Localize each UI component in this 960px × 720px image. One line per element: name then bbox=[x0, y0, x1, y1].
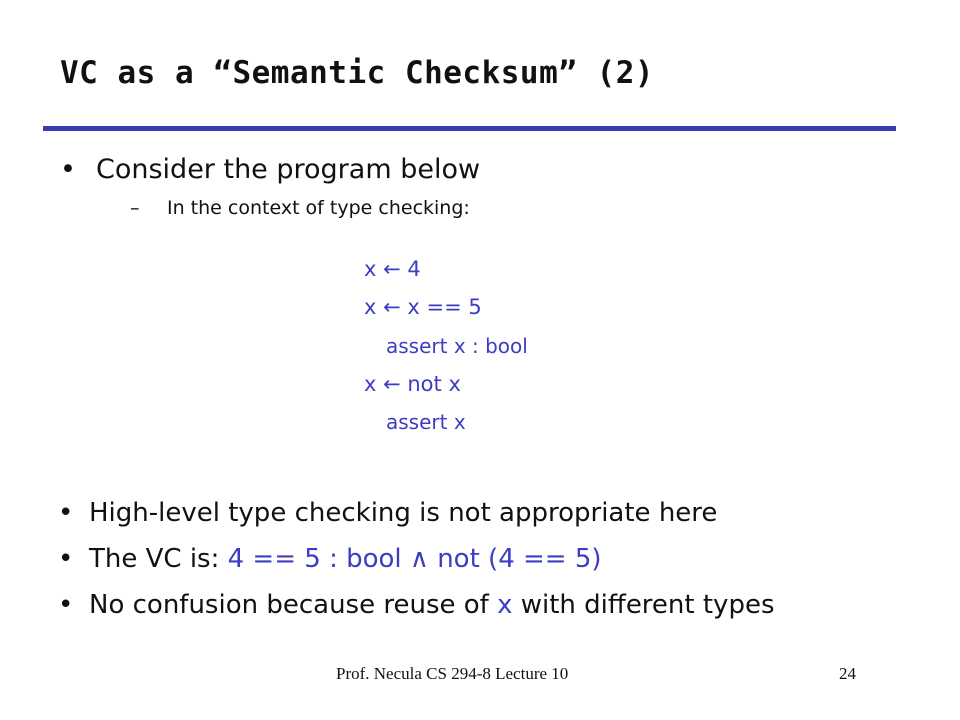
bullet-dot: • bbox=[60, 154, 76, 185]
code-line-5: assert x bbox=[386, 410, 466, 434]
bullet-dot: • bbox=[58, 590, 74, 620]
bullet-text: Consider the program below bbox=[96, 154, 481, 185]
code-line-4: x ← not x bbox=[364, 372, 461, 396]
vc-prefix: The VC is: bbox=[89, 544, 228, 574]
var-x: x bbox=[497, 590, 513, 620]
bullet-dot: • bbox=[58, 544, 74, 574]
bullet-dot: • bbox=[58, 498, 74, 528]
code-line-1: x ← 4 bbox=[364, 257, 421, 281]
vc-expression: 4 == 5 : bool ∧ not (4 == 5) bbox=[227, 544, 602, 574]
bullet-text: High-level type checking is not appropriate here bbox=[89, 498, 718, 528]
bullet-text bbox=[89, 544, 602, 574]
bullet-high-level bbox=[58, 498, 717, 528]
sub-bullet-dash: – bbox=[130, 197, 140, 219]
bullet-vc bbox=[58, 544, 602, 574]
bullet-consider bbox=[60, 154, 480, 185]
footer-page-number: 24 bbox=[839, 664, 856, 683]
code-line-3: assert x : bool bbox=[386, 334, 528, 358]
bullet-text bbox=[89, 590, 775, 620]
sub-bullet-text: In the context of type checking: bbox=[167, 197, 470, 219]
bullet-no-confusion bbox=[58, 590, 775, 620]
text-part-1: No confusion because reuse of bbox=[89, 590, 498, 620]
slide-title: VC as a “Semantic Checksum” (2) bbox=[60, 55, 655, 91]
footer-course: Prof. Necula CS 294-8 Lecture 10 bbox=[336, 664, 569, 683]
code-line-2: x ← x == 5 bbox=[364, 295, 482, 319]
text-part-2: with different types bbox=[512, 590, 775, 620]
title-rule bbox=[43, 126, 896, 131]
sub-bullet-context bbox=[130, 197, 470, 219]
